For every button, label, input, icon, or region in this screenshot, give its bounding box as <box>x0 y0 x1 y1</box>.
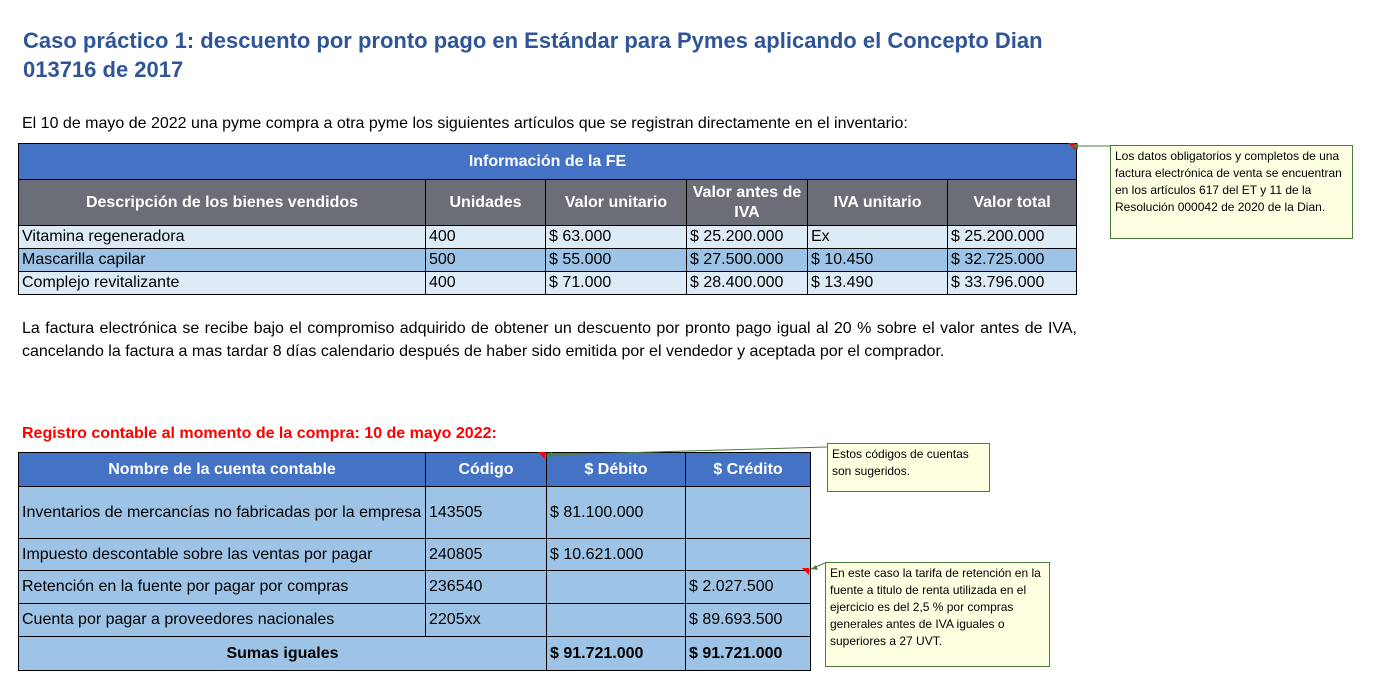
cell-unit-iva: $ 13.490 <box>808 272 948 295</box>
cell-account-name: Impuesto descontable sobre las ventas por pagar <box>19 539 426 571</box>
table-row <box>19 249 1077 272</box>
cell-credit: $ 2.027.500 <box>686 571 811 604</box>
cell-value-before-iva: $ 28.400.000 <box>687 272 808 295</box>
cell-code: 236540 <box>426 571 547 604</box>
header-units: Unidades <box>426 180 546 226</box>
header-account-name: Nombre de la cuenta contable <box>19 453 426 487</box>
fe-table-banner-row <box>19 144 1077 180</box>
cell-total-value: $ 32.725.000 <box>948 249 1077 272</box>
header-total-value: Valor total <box>948 180 1077 226</box>
cell-account-name: Cuenta por pagar a proveedores nacionales <box>19 604 426 637</box>
section-title-accounting: Registro contable al momento de la compra: 10 de mayo 2022: <box>22 425 497 442</box>
cell-debit: $ 10.621.000 <box>547 539 686 571</box>
table-row <box>19 604 811 637</box>
cell-unit-value: $ 63.000 <box>546 226 687 249</box>
accounting-table <box>18 452 811 671</box>
cell-code: 2205xx <box>426 604 547 637</box>
cell-description: Vitamina regeneradora <box>19 226 426 249</box>
totals-row <box>19 637 811 671</box>
comment-indicator-icon[interactable] <box>1068 143 1075 150</box>
cell-units: 400 <box>426 226 546 249</box>
cell-unit-value: $ 55.000 <box>546 249 687 272</box>
header-credit: $ Crédito <box>686 453 811 487</box>
cell-debit: $ 81.100.000 <box>547 487 686 539</box>
header-code: Código <box>426 453 547 487</box>
cell-account-name: Inventarios de mercancías no fabricadas por la empresa <box>19 487 426 539</box>
fe-table-banner: Información de la FE <box>19 144 1077 180</box>
accounting-header-row <box>19 453 811 487</box>
cell-unit-iva: $ 10.450 <box>808 249 948 272</box>
comment-codes[interactable]: Estos códigos de cuentas son sugeridos. <box>827 443 990 492</box>
connector-arrow-icon <box>811 565 818 570</box>
header-debit: $ Débito <box>547 453 686 487</box>
intro-paragraph: El 10 de mayo de 2022 una pyme compra a otra pyme los siguientes artículos que se registran directamente en el inventario: <box>22 115 908 132</box>
cell-debit <box>547 604 686 637</box>
page-title: Caso práctico 1: descuento por pronto pago en Estándar para Pymes aplicando el Concepto Dian 013716 de 2017 <box>23 28 1043 82</box>
discount-description: La factura electrónica se recibe bajo el compromiso adquirido de obtener un descuento por pronto pago igual al 20 % sobre el valor antes de IVA, cancelando la factura a mas tardar 8 días calendario después de haber sido emitida por el vendedor y aceptada por el comprador. <box>22 320 1077 360</box>
cell-code: 143505 <box>426 487 547 539</box>
table-row <box>19 272 1077 295</box>
comment-indicator-icon[interactable] <box>538 452 545 459</box>
cell-unit-value: $ 71.000 <box>546 272 687 295</box>
cell-units: 500 <box>426 249 546 272</box>
cell-credit <box>686 539 811 571</box>
comment-indicator-icon[interactable] <box>802 568 809 575</box>
cell-value-before-iva: $ 27.500.000 <box>687 249 808 272</box>
table-row <box>19 571 811 604</box>
header-unit-iva: IVA unitario <box>808 180 948 226</box>
cell-credit: $ 89.693.500 <box>686 604 811 637</box>
table-row <box>19 539 811 571</box>
header-description: Descripción de los bienes vendidos <box>19 180 426 226</box>
comment-retention[interactable]: En este caso la tarifa de retención en la fuente a titulo de renta utilizada en el ejercicio es del 2,5 % por compras generales antes de IVA iguales o superiores a 27 UVT. <box>825 562 1050 667</box>
fe-info-table <box>18 143 1077 295</box>
totals-label: Sumas iguales <box>19 637 547 671</box>
cell-units: 400 <box>426 272 546 295</box>
cell-account-name: Retención en la fuente por pagar por compras <box>19 571 426 604</box>
header-unit-value: Valor unitario <box>546 180 687 226</box>
cell-value-before-iva: $ 25.200.000 <box>687 226 808 249</box>
cell-description: Mascarilla capilar <box>19 249 426 272</box>
connector-line <box>811 563 825 569</box>
comment-fe-info[interactable]: Los datos obligatorios y completos de una factura electrónica de venta se encuentran en los artículos 617 del ET y 11 de la Resolución 000042 de 2020 de la Dian. <box>1110 145 1353 239</box>
cell-total-value: $ 25.200.000 <box>948 226 1077 249</box>
cell-code: 240805 <box>426 539 547 571</box>
cell-description: Complejo revitalizante <box>19 272 426 295</box>
cell-credit <box>686 487 811 539</box>
table-row <box>19 226 1077 249</box>
totals-credit: $ 91.721.000 <box>686 637 811 671</box>
fe-table-header-row <box>19 180 1077 226</box>
cell-total-value: $ 33.796.000 <box>948 272 1077 295</box>
cell-unit-iva: Ex <box>808 226 948 249</box>
totals-debit: $ 91.721.000 <box>547 637 686 671</box>
table-row <box>19 487 811 539</box>
cell-debit <box>547 571 686 604</box>
header-value-before-iva: Valor antes de IVA <box>687 180 808 226</box>
